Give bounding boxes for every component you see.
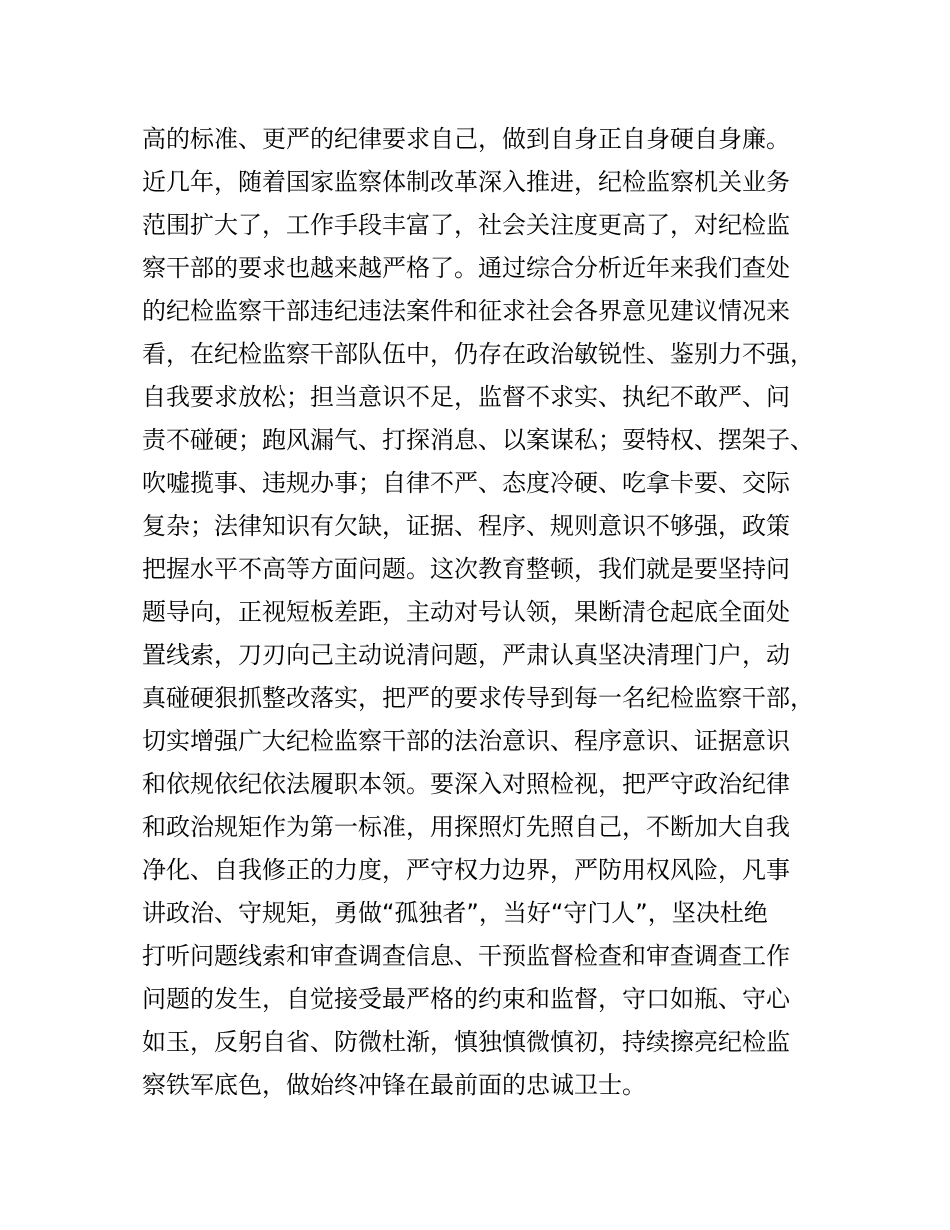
text-line-17: 和政治规矩作为第一标准，用探照灯先照自己，不断加大自我 xyxy=(142,813,790,841)
text-line-22: 如玉，反躬自省、防微杜渐，慎独慎微慎初，持续擦亮纪检监 xyxy=(142,1028,790,1056)
text-line-15: 切实增强广大纪检监察干部的法治意识、程序意识、证据意识 xyxy=(142,727,790,755)
text-line-18: 净化、自我修正的力度，严守权力边界，严防用权风险，凡事 xyxy=(142,856,790,884)
text-line-6: 看，在纪检监察干部队伍中，仍存在政治敏锐性、鉴别力不强， xyxy=(142,340,814,368)
text-line-20: 打听问题线索和审查调查信息、干预监督检查和审查调查工作 xyxy=(142,942,790,970)
text-line-11: 把握水平不高等方面问题。这次教育整顿，我们就是要坚持问 xyxy=(142,555,790,583)
text-line-5: 的纪检监察干部违纪违法案件和征求社会各界意见建议情况来 xyxy=(142,297,790,325)
text-line-19: 讲政治、守规矩，勇做“孤独者”，当好“守门人”，坚决杜绝 xyxy=(142,899,768,927)
text-line-9: 吹嘘揽事、违规办事；自律不严、态度冷硬、吃拿卡要、交际 xyxy=(142,469,790,497)
text-line-2: 近几年，随着国家监察体制改革深入推进，纪检监察机关业务 xyxy=(142,168,790,196)
text-line-23: 察铁军底色，做始终冲锋在最前面的忠诚卫士。 xyxy=(142,1071,646,1099)
text-line-12: 题导向，正视短板差距，主动对号认领，果断清仓起底全面处 xyxy=(142,598,790,626)
text-line-14: 真碰硬狠抓整改落实，把严的要求传导到每一名纪检监察干部， xyxy=(142,684,814,712)
text-line-1: 高的标准、更严的纪律要求自己，做到自身正自身硬自身廉。 xyxy=(142,125,790,153)
text-line-10: 复杂；法律知识有欠缺，证据、程序、规则意识不够强，政策 xyxy=(142,512,790,540)
text-line-7: 自我要求放松；担当意识不足，监督不求实、执纪不敢严、问 xyxy=(142,383,790,411)
text-line-16: 和依规依纪依法履职本领。要深入对照检视，把严守政治纪律 xyxy=(142,770,790,798)
text-line-21: 问题的发生，自觉接受最严格的约束和监督，守口如瓶、守心 xyxy=(142,985,790,1013)
text-line-8: 责不碰硬；跑风漏气、打探消息、以案谋私；耍特权、摆架子、 xyxy=(142,426,814,454)
text-line-13: 置线索，刀刃向己主动说清问题，严肃认真坚决清理门户，动 xyxy=(142,641,790,669)
text-line-3: 范围扩大了，工作手段丰富了，社会关注度更高了，对纪检监 xyxy=(142,211,790,239)
text-line-4: 察干部的要求也越来越严格了。通过综合分析近年来我们查处 xyxy=(142,254,790,282)
body-text xyxy=(142,118,862,1107)
